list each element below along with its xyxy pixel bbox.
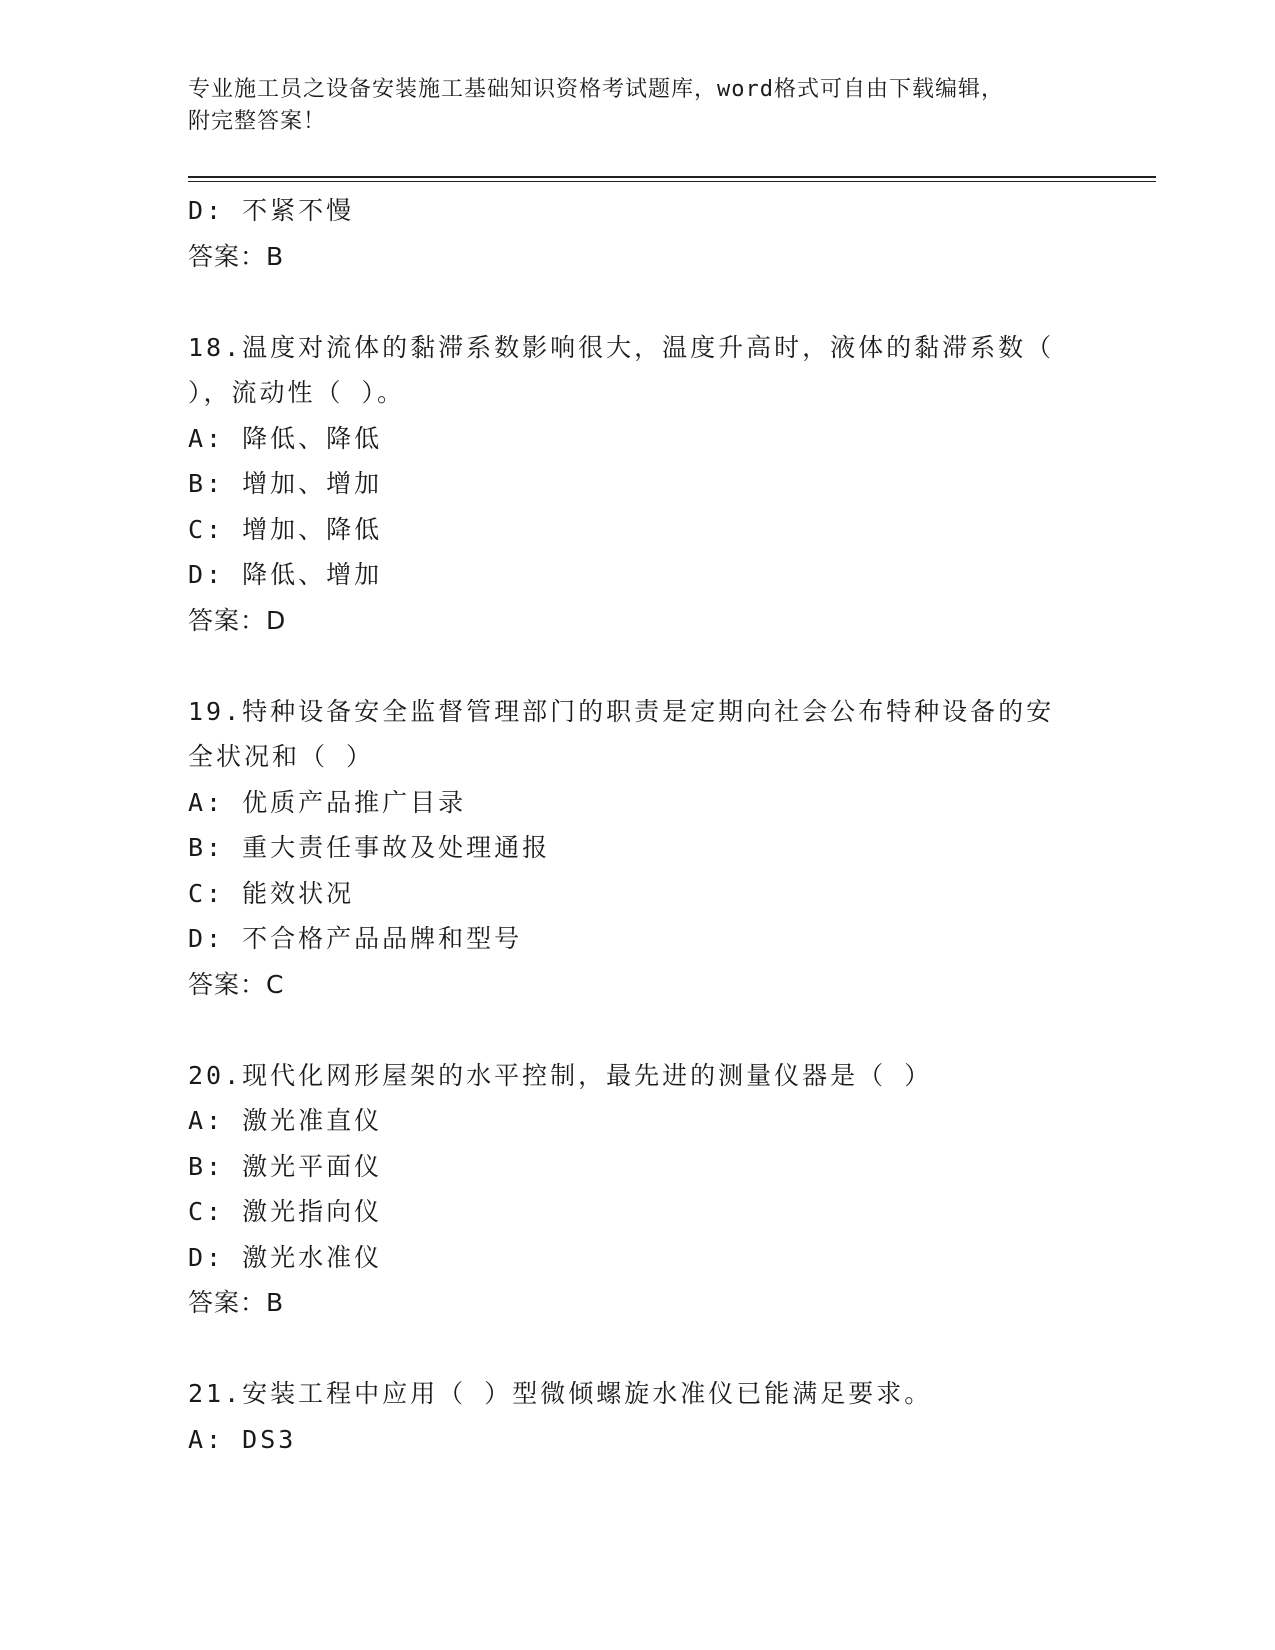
question-19 <box>188 689 1088 1008</box>
question-stem: 21.安装工程中应用（ ）型微倾螺旋水准仪已能满足要求。 <box>188 1379 933 1408</box>
question-stem: 全状况和（ ） <box>188 742 375 771</box>
option-d: D: 激光水准仪 <box>188 1242 383 1272</box>
option-a: A: DS3 <box>188 1424 297 1454</box>
question-list <box>188 188 1088 1462</box>
question-stem: 19.特种设备安全监督管理部门的职责是定期向社会公布特种设备的安 <box>188 696 1055 726</box>
header-line-2: 附完整答案！ <box>188 109 327 134</box>
document-header <box>188 74 1088 138</box>
option-a: A: 优质产品推广目录 <box>188 787 467 817</box>
question-stem: 20.现代化网形屋架的水平控制，最先进的测量仪器是（ ） <box>188 1060 933 1090</box>
question-18 <box>188 325 1088 644</box>
answer-line: 答案：C <box>188 969 285 999</box>
header-divider-thin <box>188 181 1156 182</box>
header-line-1: 专业施工员之设备安装施工基础知识资格考试题库，word格式可自由下载编辑， <box>188 77 1004 102</box>
option-a: A: 降低、降低 <box>188 423 383 453</box>
option-b: B: 重大责任事故及处理通报 <box>188 833 551 862</box>
option-b: B: 激光平面仪 <box>188 1151 383 1181</box>
option-b: B: 增加、增加 <box>188 469 383 498</box>
option-a: A: 激光准直仪 <box>188 1106 383 1135</box>
header-divider <box>188 176 1156 178</box>
answer-line: 答案：D <box>188 605 287 635</box>
option-d: D: 不合格产品品牌和型号 <box>188 924 523 953</box>
option-d: D: 降低、增加 <box>188 560 383 589</box>
option-c: C: 能效状况 <box>188 878 355 908</box>
question-stem: ），流动性（ ）。 <box>188 378 406 407</box>
option-c: C: 增加、降低 <box>188 514 383 544</box>
question-stem: 18.温度对流体的黏滞系数影响很大，温度升高时，液体的黏滞系数（ <box>188 332 1055 362</box>
option-d: D: 不紧不慢 <box>188 196 355 225</box>
question-21 <box>188 1371 1088 1462</box>
previous-question-tail <box>188 188 1088 279</box>
answer-line: 答案：B <box>188 241 285 271</box>
option-c: C: 激光指向仪 <box>188 1197 383 1226</box>
question-20 <box>188 1053 1088 1326</box>
answer-line: 答案：B <box>188 1288 285 1317</box>
